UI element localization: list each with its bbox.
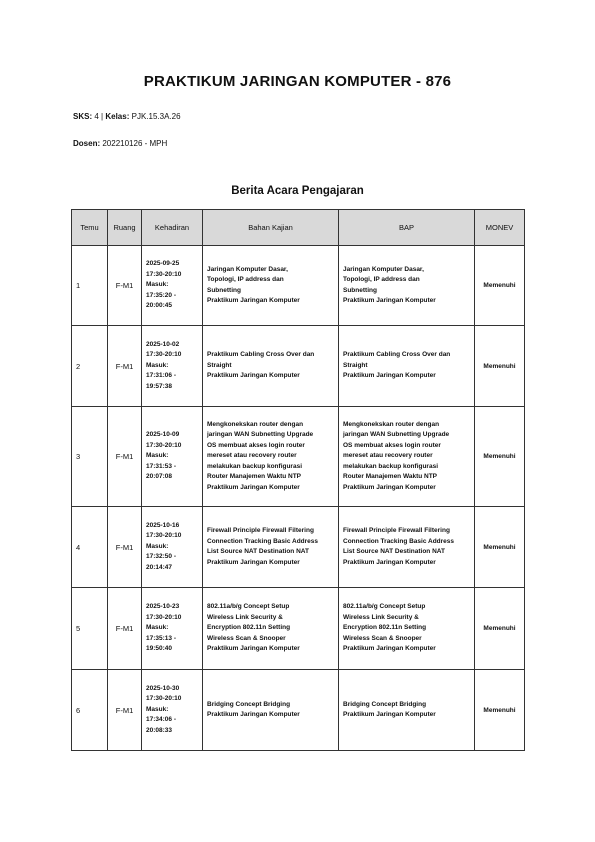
cell-kehadiran-line: Masuk: xyxy=(146,624,169,632)
cell-temu: 6 xyxy=(72,670,108,751)
cell-bap-line: OS membuat akses login router xyxy=(343,441,441,449)
cell-monev: Memenuhi xyxy=(475,326,525,407)
cell-temu: 3 xyxy=(72,407,108,507)
cell-bap-line: Praktikum Jaringan Komputer xyxy=(343,645,436,653)
cell-bahan-kajian-line: Straight xyxy=(207,361,232,369)
cell-bahan-kajian-line: Praktikum Jaringan Komputer xyxy=(207,372,300,380)
cell-bap-line: Connection Tracking Basic Address xyxy=(343,537,455,545)
cell-bahan-kajian-line: jaringan WAN Subnetting Upgrade xyxy=(207,431,314,439)
cell-bahan-kajian xyxy=(203,246,339,326)
cell-bahan-kajian xyxy=(203,507,339,588)
cell-kehadiran-line: 17:31:53 - xyxy=(146,462,176,470)
dosen-line xyxy=(73,139,167,148)
cell-bahan-kajian-line: Bridging Concept Bridging xyxy=(207,700,291,708)
cell-kehadiran xyxy=(142,246,203,326)
cell-kehadiran-line: 2025-10-23 xyxy=(146,603,180,611)
table-row xyxy=(72,326,525,407)
cell-ruang: F-M1 xyxy=(108,246,142,326)
cell-kehadiran-line: 17:30-20:10 xyxy=(146,351,182,359)
cell-kehadiran-line: 20:14:47 xyxy=(146,563,173,571)
cell-kehadiran-line: 17:30-20:10 xyxy=(146,613,182,621)
cell-kehadiran-line: 20:00:45 xyxy=(146,302,173,310)
cell-kehadiran-line: 17:34:06 - xyxy=(146,716,176,724)
dosen-label: Dosen: xyxy=(73,139,101,148)
cell-bahan-kajian-line: Firewall Principle Firewall Filtering xyxy=(207,527,314,534)
table-row xyxy=(72,246,525,326)
cell-kehadiran-line: Masuk: xyxy=(146,542,169,550)
cell-temu: 2 xyxy=(72,326,108,407)
cell-bahan-kajian-line: Subnetting xyxy=(207,286,241,294)
table-row xyxy=(72,670,525,751)
cell-bap xyxy=(339,326,475,407)
cell-kehadiran-line: 2025-10-09 xyxy=(146,431,180,439)
cell-kehadiran-line: 2025-10-16 xyxy=(146,521,180,529)
cell-kehadiran-line: 19:50:40 xyxy=(146,645,173,653)
cell-bap-line: Praktikum Jaringan Komputer xyxy=(343,711,436,718)
cell-kehadiran-line: 19:57:38 xyxy=(146,382,173,390)
cell-bap-line: melakukan backup konfigurasi xyxy=(343,462,439,470)
cell-kehadiran xyxy=(142,326,203,407)
cell-bahan-kajian xyxy=(203,588,339,670)
cell-bahan-kajian-line: List Source NAT Destination NAT xyxy=(207,548,309,555)
cell-kehadiran-line: 20:08:33 xyxy=(146,726,173,734)
table-row xyxy=(72,507,525,588)
cell-kehadiran-line: Masuk: xyxy=(146,361,169,369)
cell-kehadiran-line: 17:31:06 - xyxy=(146,372,176,380)
cell-bap-line: jaringan WAN Subnetting Upgrade xyxy=(343,431,450,439)
cell-bahan-kajian-line: Praktikum Cabling Cross Over dan xyxy=(207,351,315,359)
cell-monev: Memenuhi xyxy=(475,588,525,670)
cell-kehadiran-line: Masuk: xyxy=(146,452,169,460)
cell-kehadiran-line: 17:30-20:10 xyxy=(146,270,182,278)
cell-bahan-kajian-line: Praktikum Jaringan Komputer xyxy=(207,297,300,304)
cell-kehadiran xyxy=(142,588,203,670)
cell-bahan-kajian xyxy=(203,407,339,507)
cell-bap-line: Praktikum Jaringan Komputer xyxy=(343,297,436,304)
cell-kehadiran-line: 17:35:13 - xyxy=(146,634,176,642)
table-header-row xyxy=(72,210,525,246)
cell-bap xyxy=(339,507,475,588)
cell-bap-line: Praktikum Jaringan Komputer xyxy=(343,558,436,566)
cell-bahan-kajian-line: Wireless Scan & Snooper xyxy=(207,634,286,642)
cell-bahan-kajian-line: Praktikum Jaringan Komputer xyxy=(207,645,300,653)
kelas-label: Kelas: xyxy=(105,112,130,121)
cell-kehadiran-line: 17:30-20:10 xyxy=(146,532,182,540)
cell-monev: Memenuhi xyxy=(475,246,525,326)
sks-kelas-line xyxy=(73,112,181,121)
cell-bap-line: Praktikum Jaringan Komputer xyxy=(343,372,436,380)
header-kehadiran: Kehadiran xyxy=(142,210,203,246)
cell-bap xyxy=(339,407,475,507)
cell-bap-line: Bridging Concept Bridging xyxy=(343,700,427,708)
cell-bahan-kajian-line: Praktikum Jaringan Komputer xyxy=(207,558,300,566)
cell-bap xyxy=(339,670,475,751)
cell-kehadiran-line: 2025-09-25 xyxy=(146,260,180,268)
cell-bahan-kajian-line: mereset atau recovery router xyxy=(207,452,297,460)
cell-kehadiran xyxy=(142,507,203,588)
cell-bap-line: Jaringan Komputer Dasar, xyxy=(343,265,424,273)
cell-bap-line: Router Manajemen Waktu NTP xyxy=(343,473,438,481)
cell-bahan-kajian-line: Topologi, IP address dan xyxy=(207,276,284,283)
cell-kehadiran-line: 17:30-20:10 xyxy=(146,441,182,449)
sks-value: 4 xyxy=(94,112,99,121)
section-title: Berita Acara Pengajaran xyxy=(231,185,364,197)
cell-kehadiran-line: 2025-10-02 xyxy=(146,340,180,348)
header-bahan-kajian: Bahan Kajian xyxy=(203,210,339,246)
cell-monev: Memenuhi xyxy=(475,407,525,507)
cell-kehadiran-line: 17:35:20 - xyxy=(146,291,176,299)
cell-bahan-kajian-line: Wireless Link Security & xyxy=(207,613,283,621)
cell-bap-line: Subnetting xyxy=(343,286,377,294)
table-body xyxy=(72,246,525,751)
cell-kehadiran xyxy=(142,407,203,507)
cell-bap xyxy=(339,246,475,326)
cell-bap-line: Topologi, IP address dan xyxy=(343,276,420,283)
cell-monev: Memenuhi xyxy=(475,670,525,751)
sks-label: SKS: xyxy=(73,112,93,121)
cell-bap-line: Straight xyxy=(343,361,368,369)
cell-ruang: F-M1 xyxy=(108,326,142,407)
cell-bahan-kajian-line: Jaringan Komputer Dasar, xyxy=(207,265,288,273)
cell-bap-line: 802.11a/b/g Concept Setup xyxy=(343,603,426,611)
cell-bap xyxy=(339,588,475,670)
cell-kehadiran-line: Masuk: xyxy=(146,281,169,289)
cell-bap-line: mereset atau recovery router xyxy=(343,452,433,460)
cell-bahan-kajian-line: Mengkonekskan router dengan xyxy=(207,420,304,428)
cell-ruang: F-M1 xyxy=(108,507,142,588)
header-ruang: Ruang xyxy=(108,210,142,246)
cell-bahan-kajian-line: Praktikum Jaringan Komputer xyxy=(207,483,300,491)
cell-bap-line: Wireless Scan & Snooper xyxy=(343,634,422,642)
cell-bap-line: List Source NAT Destination NAT xyxy=(343,548,445,555)
cell-kehadiran xyxy=(142,670,203,751)
cell-ruang: F-M1 xyxy=(108,407,142,507)
cell-temu: 5 xyxy=(72,588,108,670)
cell-monev: Memenuhi xyxy=(475,507,525,588)
cell-bap-line: Firewall Principle Firewall Filtering xyxy=(343,527,450,534)
cell-kehadiran-line: 17:32:50 - xyxy=(146,553,176,561)
cell-bap-line: Praktikum Cabling Cross Over dan xyxy=(343,351,451,359)
page-title: PRAKTIKUM JARINGAN KOMPUTER - 876 xyxy=(143,73,452,90)
bap-table xyxy=(71,209,525,751)
cell-temu: 1 xyxy=(72,246,108,326)
cell-kehadiran-line: 2025-10-30 xyxy=(146,684,180,692)
cell-bap-line: Wireless Link Security & xyxy=(343,613,419,621)
cell-bahan-kajian xyxy=(203,670,339,751)
cell-bahan-kajian-line: melakukan backup konfigurasi xyxy=(207,462,303,470)
header-bap: BAP xyxy=(339,210,475,246)
cell-bahan-kajian-line: Encryption 802.11n Setting xyxy=(207,624,291,632)
cell-bahan-kajian xyxy=(203,326,339,407)
table-row xyxy=(72,588,525,670)
cell-ruang: F-M1 xyxy=(108,588,142,670)
cell-kehadiran-line: 20:07:08 xyxy=(146,473,173,481)
cell-bahan-kajian-line: Connection Tracking Basic Address xyxy=(207,537,319,545)
cell-bap-line: Encryption 802.11n Setting xyxy=(343,624,427,632)
cell-kehadiran-line: 17:30-20:10 xyxy=(146,695,182,703)
cell-ruang: F-M1 xyxy=(108,670,142,751)
meta-separator: | xyxy=(101,112,104,121)
table-row xyxy=(72,407,525,507)
dosen-value: 202210126 - MPH xyxy=(102,139,168,148)
cell-temu: 4 xyxy=(72,507,108,588)
header-monev: MONEV xyxy=(475,210,525,246)
cell-kehadiran-line: Masuk: xyxy=(146,705,169,713)
cell-bahan-kajian-line: Praktikum Jaringan Komputer xyxy=(207,711,300,718)
cell-bap-line: Praktikum Jaringan Komputer xyxy=(343,483,436,491)
cell-bahan-kajian-line: 802.11a/b/g Concept Setup xyxy=(207,603,290,611)
cell-bahan-kajian-line: Router Manajemen Waktu NTP xyxy=(207,473,302,481)
kelas-value: PJK.15.3A.26 xyxy=(131,112,181,121)
cell-bap-line: Mengkonekskan router dengan xyxy=(343,420,440,428)
header-temu: Temu xyxy=(72,210,108,246)
cell-bahan-kajian-line: OS membuat akses login router xyxy=(207,441,305,449)
